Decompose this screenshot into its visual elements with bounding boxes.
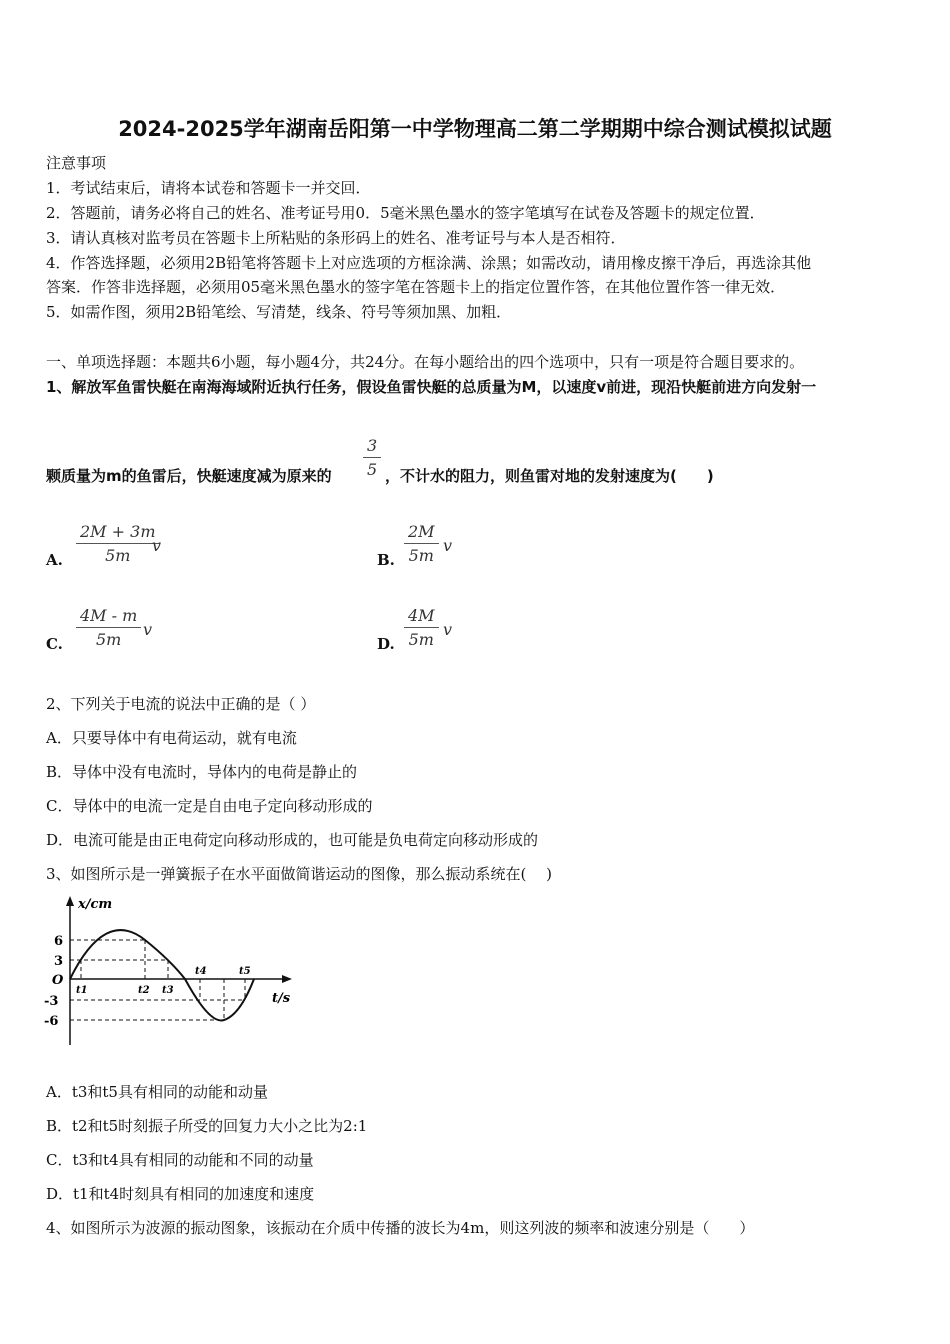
denominator: 5m xyxy=(408,630,434,649)
q3-option: B．t2和t5时刻振子所受的回复力大小之比为2:1 xyxy=(46,1117,368,1135)
q3-option: C．t3和t4具有相同的动能和不同的动量 xyxy=(46,1151,314,1169)
y-tick-label: -6 xyxy=(44,1014,59,1029)
t-label: t5 xyxy=(239,966,251,977)
notice-item: 5．如需作图，须用2B铅笔绘、写清楚，线条、符号等须加黑、加粗． xyxy=(46,303,512,321)
q2-option: D．电流可能是由正电荷定向移动形成的，也可能是负电荷定向移动形成的 xyxy=(46,831,539,849)
q1-option-b-fraction xyxy=(404,522,439,565)
notice-item: 4．作答选择题，必须用2B铅笔将答题卡上对应选项的方框涂满、涂黑；如需改动，请用橡皮擦干净后，再选涂其他 xyxy=(46,254,812,272)
x-axis-arrow-icon xyxy=(282,975,292,983)
q2-stem: 2、下列关于电流的说法中正确的是（ ） xyxy=(46,695,316,713)
q1-stem-line2a: 颗质量为m的鱼雷后，快艇速度减为原来的 xyxy=(46,467,332,485)
q3-option: A．t3和t5具有相同的动能和动量 xyxy=(46,1083,268,1101)
origin-label: O xyxy=(52,973,64,988)
q2-option: A．只要导体中有电荷运动，就有电流 xyxy=(46,729,297,747)
q1-stem-line2b: ，不计水的阻力，则鱼雷对地的发射速度为( ) xyxy=(385,467,714,485)
numerator: 3 xyxy=(363,436,381,458)
y-axis-arrow-icon xyxy=(66,896,74,906)
q2-option: B．导体中没有电流时，导体内的电荷是静止的 xyxy=(46,763,358,781)
q1-option-d-label: D. xyxy=(377,635,395,653)
denominator: 5m xyxy=(408,546,434,565)
velocity-symbol: v xyxy=(143,620,153,639)
q3-stem: 3、如图所示是一弹簧振子在水平面做简谐运动的图像，那么振动系统在( ) xyxy=(46,865,553,883)
q2-option: C．导体中的电流一定是自由电子定向移动形成的 xyxy=(46,797,373,815)
q1-option-a-fraction xyxy=(76,522,160,565)
q1-option-c-label: C. xyxy=(46,635,63,653)
velocity-symbol: v xyxy=(152,536,162,555)
x-axis-label: t/s xyxy=(272,991,291,1006)
q1-fraction xyxy=(363,436,381,479)
numerator: 2M xyxy=(404,522,439,544)
denominator: 5 xyxy=(367,460,378,479)
q1-option-d-fraction xyxy=(404,606,439,649)
q1-option-c-fraction xyxy=(76,606,141,649)
page-title: 2024-2025学年湖南岳阳第一中学物理高二第二学期期中综合测试模拟试题 xyxy=(118,117,832,141)
y-axis-label: x/cm xyxy=(78,897,113,912)
guide-lines xyxy=(70,940,245,1020)
q4-stem: 4、如图所示为波源的振动图象，该振动在介质中传播的波长为4m，则这列波的频率和波速分别是（ ） xyxy=(46,1219,755,1237)
q3-option: D．t1和t4时刻具有相同的加速度和速度 xyxy=(46,1185,315,1203)
q1-option-b-label: B. xyxy=(377,551,395,569)
numerator: 4M xyxy=(404,606,439,628)
y-tick-label: 6 xyxy=(54,934,64,949)
notice-heading: 注意事项 xyxy=(46,154,107,172)
notice-item: 2．答题前，请务必将自己的姓名、准考证号用0．5毫米黑色墨水的签字笔填写在试卷及答题卡的规定位置． xyxy=(46,204,765,222)
numerator: 2M + 3m xyxy=(76,522,160,544)
t-label: t4 xyxy=(195,966,207,977)
y-tick-label: 3 xyxy=(54,954,64,969)
velocity-symbol: v xyxy=(443,620,453,639)
q3-displacement-time-graph xyxy=(40,890,300,1050)
q1-stem-line1: 1、解放军鱼雷快艇在南海海域附近执行任务，假设鱼雷快艇的总质量为M，以速度v前进，现沿快艇前进方向发射一 xyxy=(46,378,817,396)
velocity-symbol: v xyxy=(443,536,453,555)
t-label: t2 xyxy=(138,985,150,996)
notice-item: 答案．作答非选择题，必须用05毫米黑色墨水的签字笔在答题卡上的指定位置作答，在其他位置作答一律无效． xyxy=(46,278,786,296)
t-label: t3 xyxy=(162,985,174,996)
q1-option-a-label: A. xyxy=(46,551,63,569)
y-tick-label: -3 xyxy=(44,994,59,1009)
numerator: 4M - m xyxy=(76,606,141,628)
sine-curve xyxy=(70,930,254,1020)
denominator: 5m xyxy=(95,630,122,649)
section-heading: 一、单项选择题：本题共6小题，每小题4分，共24分。在每小题给出的四个选项中，只有一项是符合题目要求的。 xyxy=(46,353,805,371)
notice-item: 3．请认真核对监考员在答题卡上所粘贴的条形码上的姓名、准考证号与本人是否相符． xyxy=(46,229,626,247)
notice-item: 1．考试结束后，请将本试卷和答题卡一并交回． xyxy=(46,179,371,197)
denominator: 5m xyxy=(105,546,131,565)
t-label: t1 xyxy=(76,985,88,996)
